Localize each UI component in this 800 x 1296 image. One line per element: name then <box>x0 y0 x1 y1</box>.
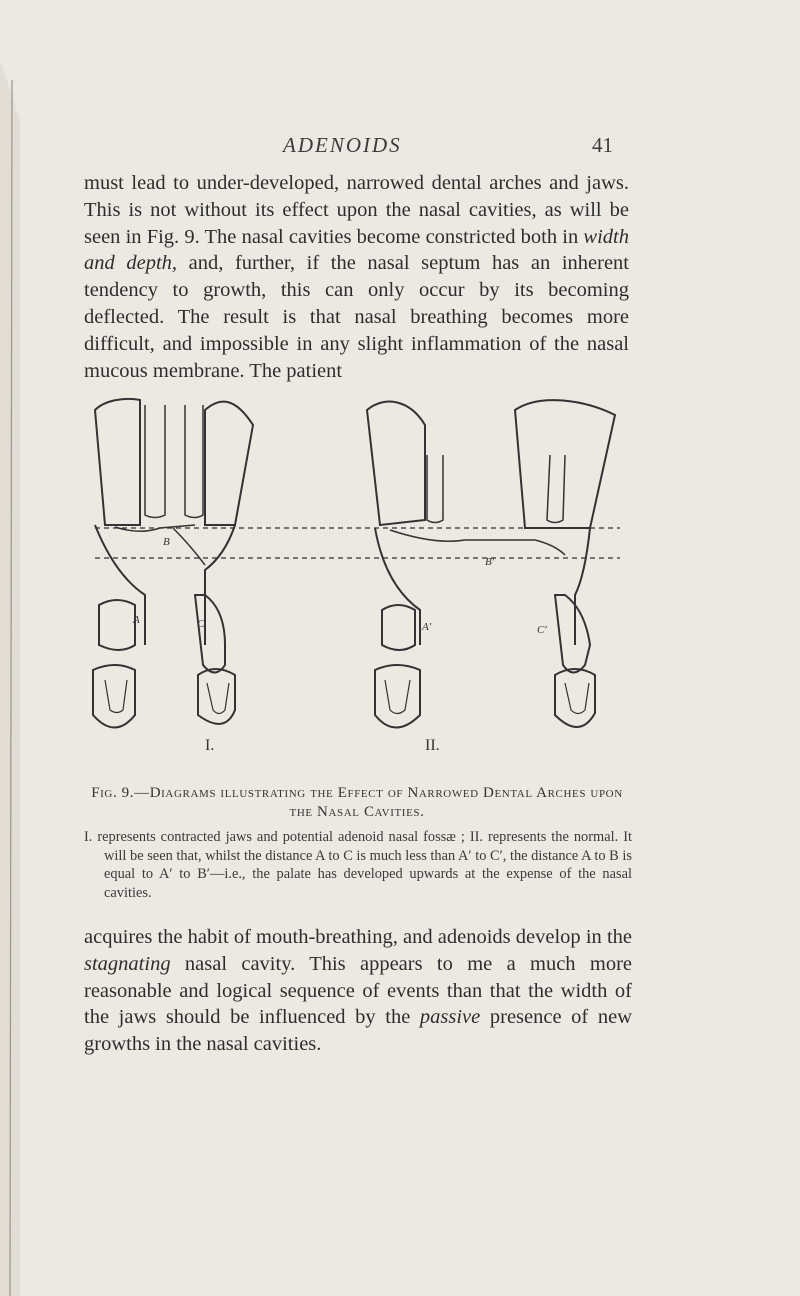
paragraph-2-emphasis-b: passive <box>419 1006 481 1029</box>
panel-label-i: I. <box>205 737 215 754</box>
paragraph-2-text-c: presence of new growths in the nasal cavities. <box>84 1006 632 1056</box>
svg-text:A′: A′ <box>422 621 432 633</box>
svg-text:B: B <box>163 536 170 548</box>
panel-label-ii: II. <box>425 737 440 754</box>
paragraph-1-emphasis: width and depth, <box>84 225 629 275</box>
paragraph-1 <box>84 170 629 384</box>
figure-caption: Fig. 9.—Diagrams illustrating the Effect of Narrowed Dental Arches upon the Nasal Cavities. <box>91 785 623 820</box>
paragraph-2-text-a: acquires the habit of mouth-breathing, and adenoids develop in the <box>84 926 632 948</box>
jaw-diagrams <box>85 395 630 755</box>
paragraph-2-text-b: nasal cavity. This appears to me a much more reasonable and logical sequence of events than that the width of the jaws should be influenced by the <box>84 952 632 1029</box>
figure-9 <box>85 395 630 755</box>
running-head <box>0 133 800 163</box>
svg-text:C: C <box>197 618 205 630</box>
paragraph-2 <box>84 924 632 1058</box>
paragraph-1-text-b: and, further, if the nasal septum has an inherent tendency to growth, this can only occur by its becoming deflected. The result is that nasal breathing becomes more difficult, and impossible in any slight inflammation of the nasal mucous membrane. The patient <box>84 252 629 382</box>
diagram-contracted-jaws <box>93 399 253 728</box>
svg-text:B′: B′ <box>485 556 495 568</box>
figure-legend: I. represents contracted jaws and potential adenoid nasal fossæ ; II. represents the normal. It will be seen that, whilst the distance A to C is much less than A′ to C′, the distance A to B is equal to A′ to B′—i.e., the palate has developed upwards at the expense of the nasal cavities. <box>84 829 632 901</box>
running-title: ADENOIDS <box>283 133 402 157</box>
page-number: 41 <box>592 133 613 157</box>
diagram-normal-jaws <box>367 400 615 727</box>
paragraph-2-emphasis-a: stagnating <box>84 952 171 975</box>
paragraph-1-text-a: must lead to under-developed, narrowed dental arches and jaws. This is not without its effect upon the nasal cavities, as will be seen in Fig. 9. The nasal cavities become constricted both in <box>84 172 629 248</box>
svg-text:A: A <box>133 614 140 626</box>
svg-text:C′: C′ <box>537 624 547 636</box>
